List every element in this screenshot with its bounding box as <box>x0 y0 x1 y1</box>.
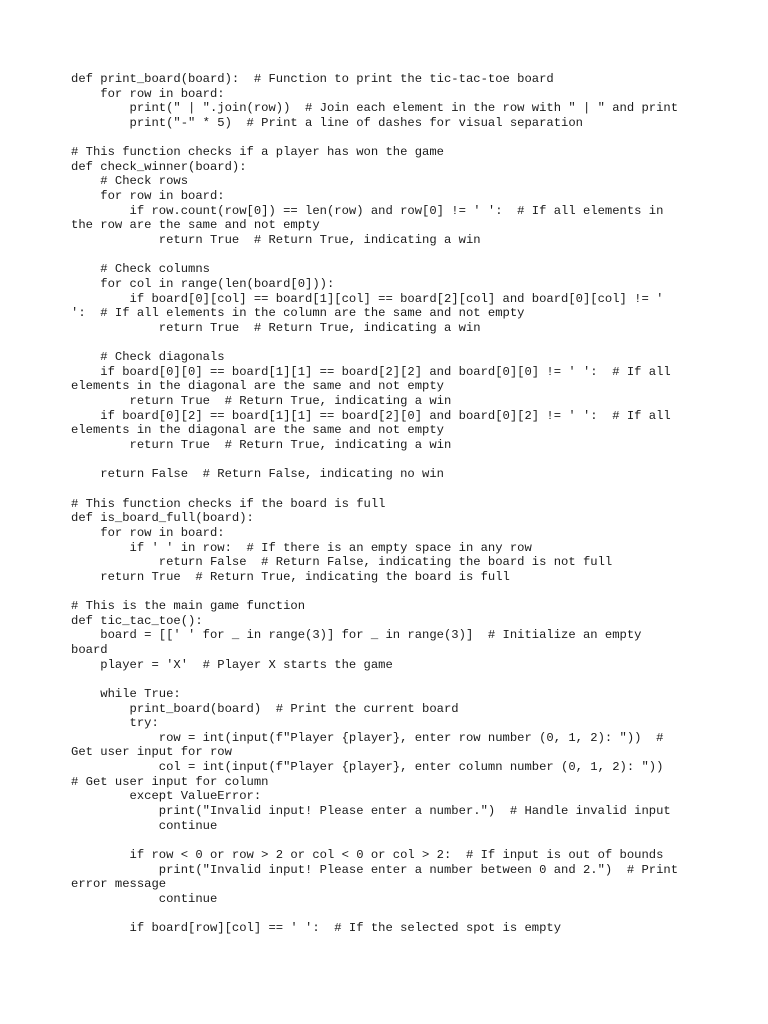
code-line: col = int(input(f"Player {player}, enter column number (0, 1, 2): ")) <box>71 760 664 775</box>
code-line <box>71 833 711 848</box>
code-line: if ' ' in row: # If there is an empty space in any row <box>71 540 532 555</box>
code-listing <box>71 72 711 936</box>
code-line: if board[0][0] == board[1][1] == board[2][2] and board[0][0] != ' ': # If all <box>71 364 671 379</box>
code-line: print("-" * 5) # Print a line of dashes for visual separation <box>71 115 583 130</box>
code-line: player = 'X' # Player X starts the game <box>71 657 393 672</box>
code-line: if board[0][2] == board[1][1] == board[2][0] and board[0][2] != ' ': # If all <box>71 408 671 423</box>
code-line: return False # Return False, indicating the board is not full <box>71 555 613 570</box>
code-line: def print_board(board): # Function to print the tic-tac-toe board <box>71 72 554 86</box>
code-line: print("Invalid input! Please enter a number between 0 and 2.") # Print <box>71 862 679 877</box>
code-line: def check_winner(board): <box>71 159 247 174</box>
code-line: # Check rows <box>71 174 189 189</box>
code-line: try: <box>71 716 159 731</box>
code-line: print_board(board) # Print the current board <box>71 701 459 716</box>
code-line: elements in the diagonal are the same and not empty <box>71 379 444 394</box>
code-line: return True # Return True, indicating the board is full <box>71 569 510 584</box>
code-line: error message <box>71 877 167 892</box>
code-line <box>71 584 711 599</box>
code-line: return True # Return True, indicating a win <box>71 320 481 335</box>
code-line <box>71 482 711 497</box>
code-line <box>71 131 711 146</box>
code-line: for row in board: <box>71 86 225 101</box>
code-line <box>71 453 711 468</box>
code-line: Get user input for row <box>71 745 232 760</box>
code-line: return True # Return True, indicating a win <box>71 233 481 248</box>
code-line: if row < 0 or row > 2 or col < 0 or col > 2: # If input is out of bounds <box>71 847 664 862</box>
code-line: board = [[' ' for _ in range(3)] for _ in range(3)] # Initialize an empty <box>71 628 642 643</box>
code-line: while True: <box>71 686 181 701</box>
code-line: print(" | ".join(row)) # Join each element in the row with " | " and print <box>71 101 679 116</box>
code-line: print("Invalid input! Please enter a number.") # Handle invalid input <box>71 804 671 819</box>
code-line: return True # Return True, indicating a win <box>71 438 452 453</box>
code-line: # This function checks if a player has won the game <box>71 145 444 160</box>
code-line: # Check diagonals <box>71 350 225 365</box>
code-line: def is_board_full(board): <box>71 511 254 526</box>
code-line <box>71 248 711 263</box>
code-line: for col in range(len(board[0])): <box>71 276 335 291</box>
code-line: if board[0][col] == board[1][col] == board[2][col] and board[0][col] != ' <box>71 291 664 306</box>
code-line: ': # If all elements in the column are the same and not empty <box>71 306 525 321</box>
code-line: return False # Return False, indicating no win <box>71 467 444 482</box>
code-line: for row in board: <box>71 189 225 204</box>
code-line: return True # Return True, indicating a win <box>71 394 452 409</box>
code-line: for row in board: <box>71 525 225 540</box>
code-line: if board[row][col] == ' ': # If the selected spot is empty <box>71 921 562 936</box>
code-line: # Check columns <box>71 262 210 277</box>
code-line: continue <box>71 891 218 906</box>
code-line: the row are the same and not empty <box>71 218 320 233</box>
code-line: # This is the main game function <box>71 599 306 614</box>
code-line: # Get user input for column <box>71 774 269 789</box>
code-line <box>71 336 711 351</box>
code-line: elements in the diagonal are the same and not empty <box>71 423 444 438</box>
code-line: continue <box>71 818 218 833</box>
code-line: except ValueError: <box>71 789 262 804</box>
code-line: # This function checks if the board is full <box>71 496 386 511</box>
code-line: if row.count(row[0]) == len(row) and row[0] != ' ': # If all elements in <box>71 203 664 218</box>
code-line <box>71 907 711 922</box>
code-line: board <box>71 642 108 657</box>
code-line <box>71 672 711 687</box>
code-line: row = int(input(f"Player {player}, enter row number (0, 1, 2): ")) # <box>71 730 664 745</box>
code-line: def tic_tac_toe(): <box>71 613 203 628</box>
